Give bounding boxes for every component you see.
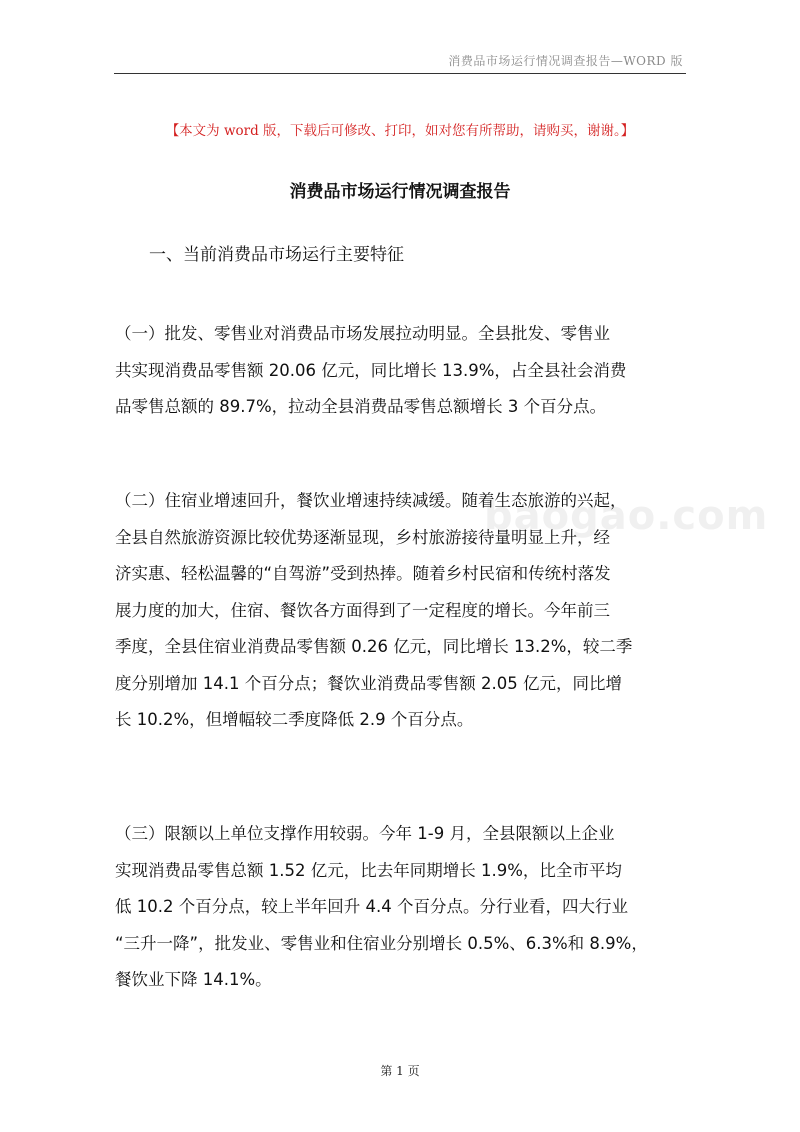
paragraph-line: 共实现消费品零售额 20.06 亿元，同比增长 13.9%，占全县社会消费 [115,360,627,380]
running-header: 消费品市场运行情况调查报告—WORD 版 [448,54,683,68]
paragraph-line: （二）住宿业增速回升，餐饮业增速持续减缓。随着生态旅游的兴起， [115,491,627,510]
watermark: baogao.com [484,493,769,539]
paragraph-lodging-catering [115,483,687,739]
paragraph-line: （一）批发、零售业对消费品市场发展拉动明显。全县批发、零售业 [115,324,610,343]
paragraph-line: 度分别增加 14.1 个百分点；餐饮业消费品零售额 2.05 亿元，同比增 [115,673,622,693]
paragraph-line: 济实惠、轻松温馨的“自驾游”受到热捧。随着乡村民宿和传统村落发 [115,564,611,583]
page-number: 第 1 页 [380,1064,420,1078]
paragraph-line: 实现消费品零售总额 1.52 亿元，比去年同期增长 1.9%，比全市平均 [115,860,622,880]
paragraph-above-quota-units [115,816,687,999]
paragraph-line: 餐饮业下降 14.1%。 [115,970,272,989]
paragraph-line: 品零售总额的 89.7%，拉动全县消费品零售总额增长 3 个百分点。 [115,397,607,416]
paragraph-line: “三升一降”，批发业、零售业和住宿业分别增长 0.5%、6.3%和 8.9%， [115,933,648,953]
paragraph-line: 全县自然旅游资源比较优势逐渐显现，乡村旅游接待量明显上升，经 [115,527,610,547]
paragraph-wholesale-retail [115,316,687,426]
document-title: 消费品市场运行情况调查报告 [289,182,511,202]
paragraph-line: 低 10.2 个百分点，较上半年回升 4.4 个百分点。分行业看，四大行业 [115,897,628,916]
paragraph-line: （三）限额以上单位支撑作用较弱。今年 1-9 月，全县限额以上企业 [115,824,615,843]
purchase-notice: 【本文为 word 版，下载后可修改、打印，如对您有所帮助，请购买，谢谢。】 [165,123,635,139]
paragraph-line: 展力度的加大，住宿、餐饮各方面得到了一定程度的增长。今年前三 [115,600,610,620]
paragraph-line: 长 10.2%，但增幅较二季度降低 2.9 个百分点。 [115,710,474,729]
section-heading: 一、当前消费品市场运行主要特征 [149,245,404,265]
paragraph-line: 季度，全县住宿业消费品零售额 0.26 亿元，同比增长 13.2%，较二季 [115,637,633,656]
header-divider [114,73,686,74]
